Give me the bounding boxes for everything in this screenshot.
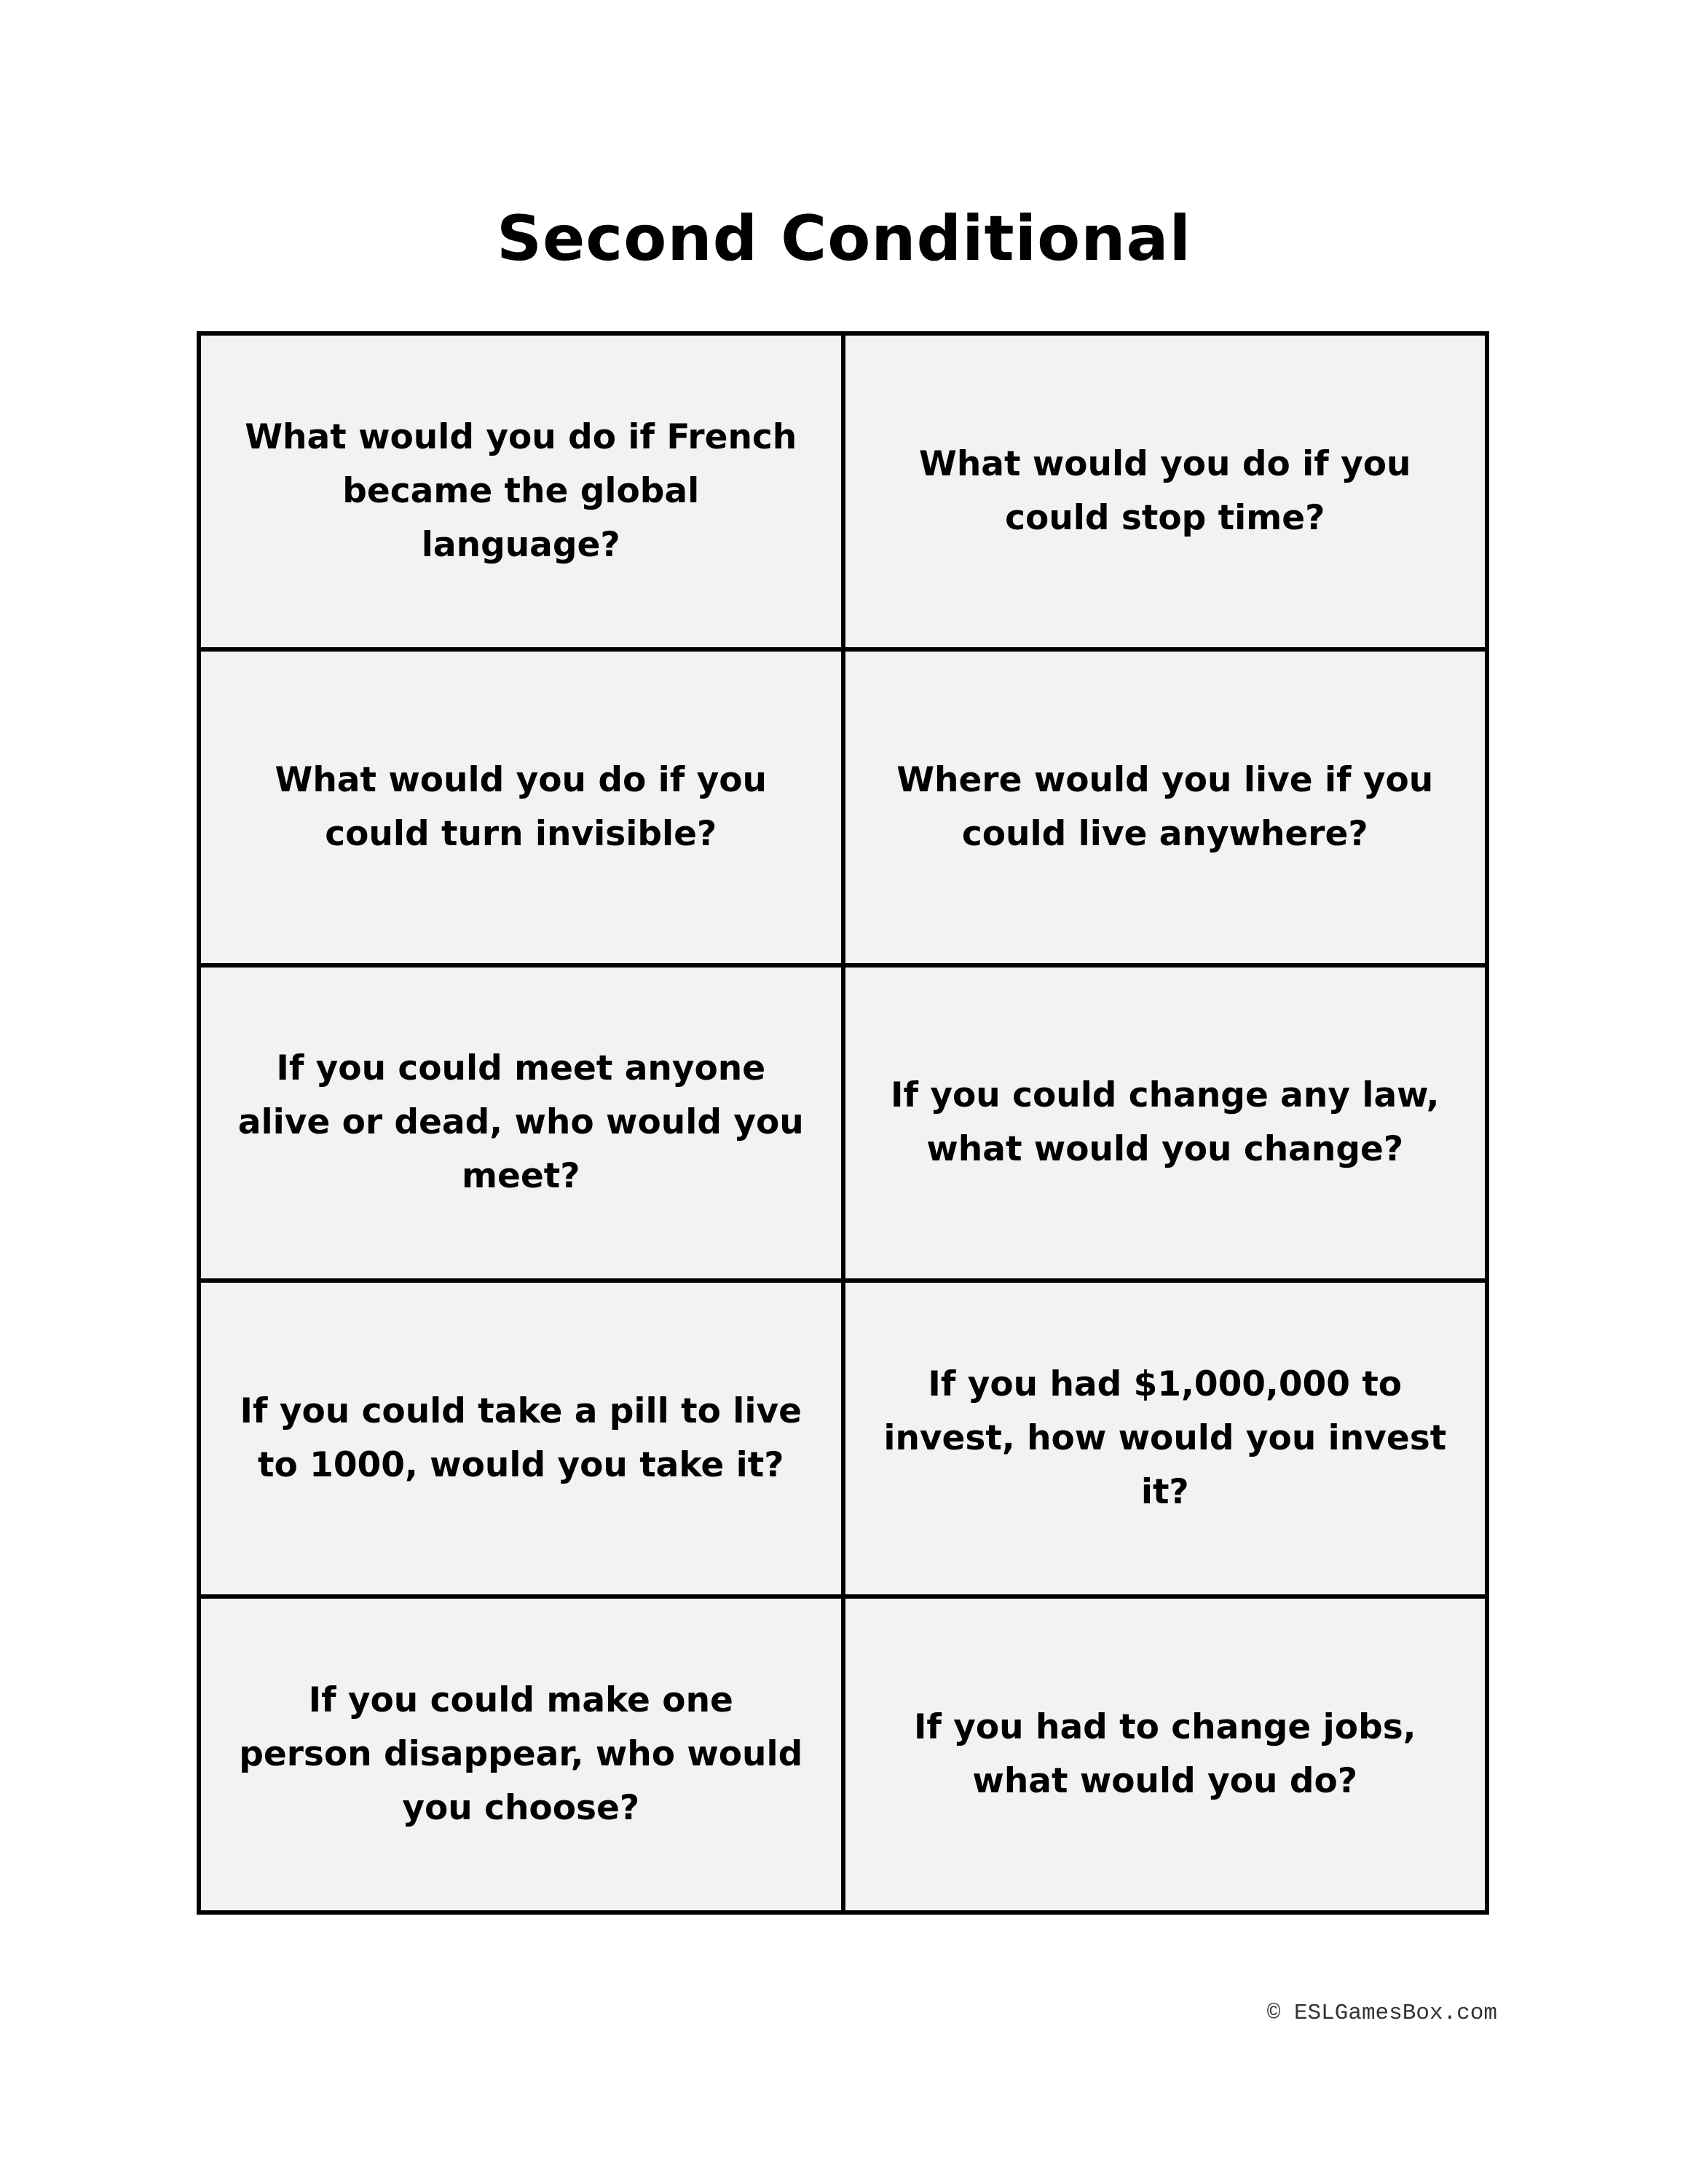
card-question: If you could take a pill to live to 1000, would you take it? [240,1391,802,1486]
card-question: What would you do if you could turn invisible? [275,759,767,854]
card-1 [199,333,843,649]
card-4 [843,649,1488,965]
card-question: What would you do if French became the global language? [245,416,797,565]
card-grid [197,331,1489,1915]
card-6 [843,965,1488,1281]
card-question: If you could make one person disappear, who would you choose? [239,1680,803,1829]
card-9 [199,1597,843,1912]
card-8 [843,1281,1488,1597]
card-3 [199,649,843,965]
page-title: Second Conditional [497,202,1191,275]
card-7 [199,1281,843,1597]
copyright-notice: © ESLGamesBox.com [1266,2001,1497,2026]
card-question: If you could change any law, what would you change? [891,1075,1440,1170]
card-5 [199,965,843,1281]
card-question: If you had to change jobs, what would you do? [913,1707,1416,1802]
card-question: If you could meet anyone alive or dead, who would you meet? [237,1048,804,1197]
card-question: If you had $1,000,000 to invest, how would you invest it? [883,1364,1447,1513]
card-question: Where would you live if you could live anywhere? [896,759,1434,854]
card-2 [843,333,1488,649]
card-10 [843,1597,1488,1912]
card-question: What would you do if you could stop time? [919,443,1411,538]
